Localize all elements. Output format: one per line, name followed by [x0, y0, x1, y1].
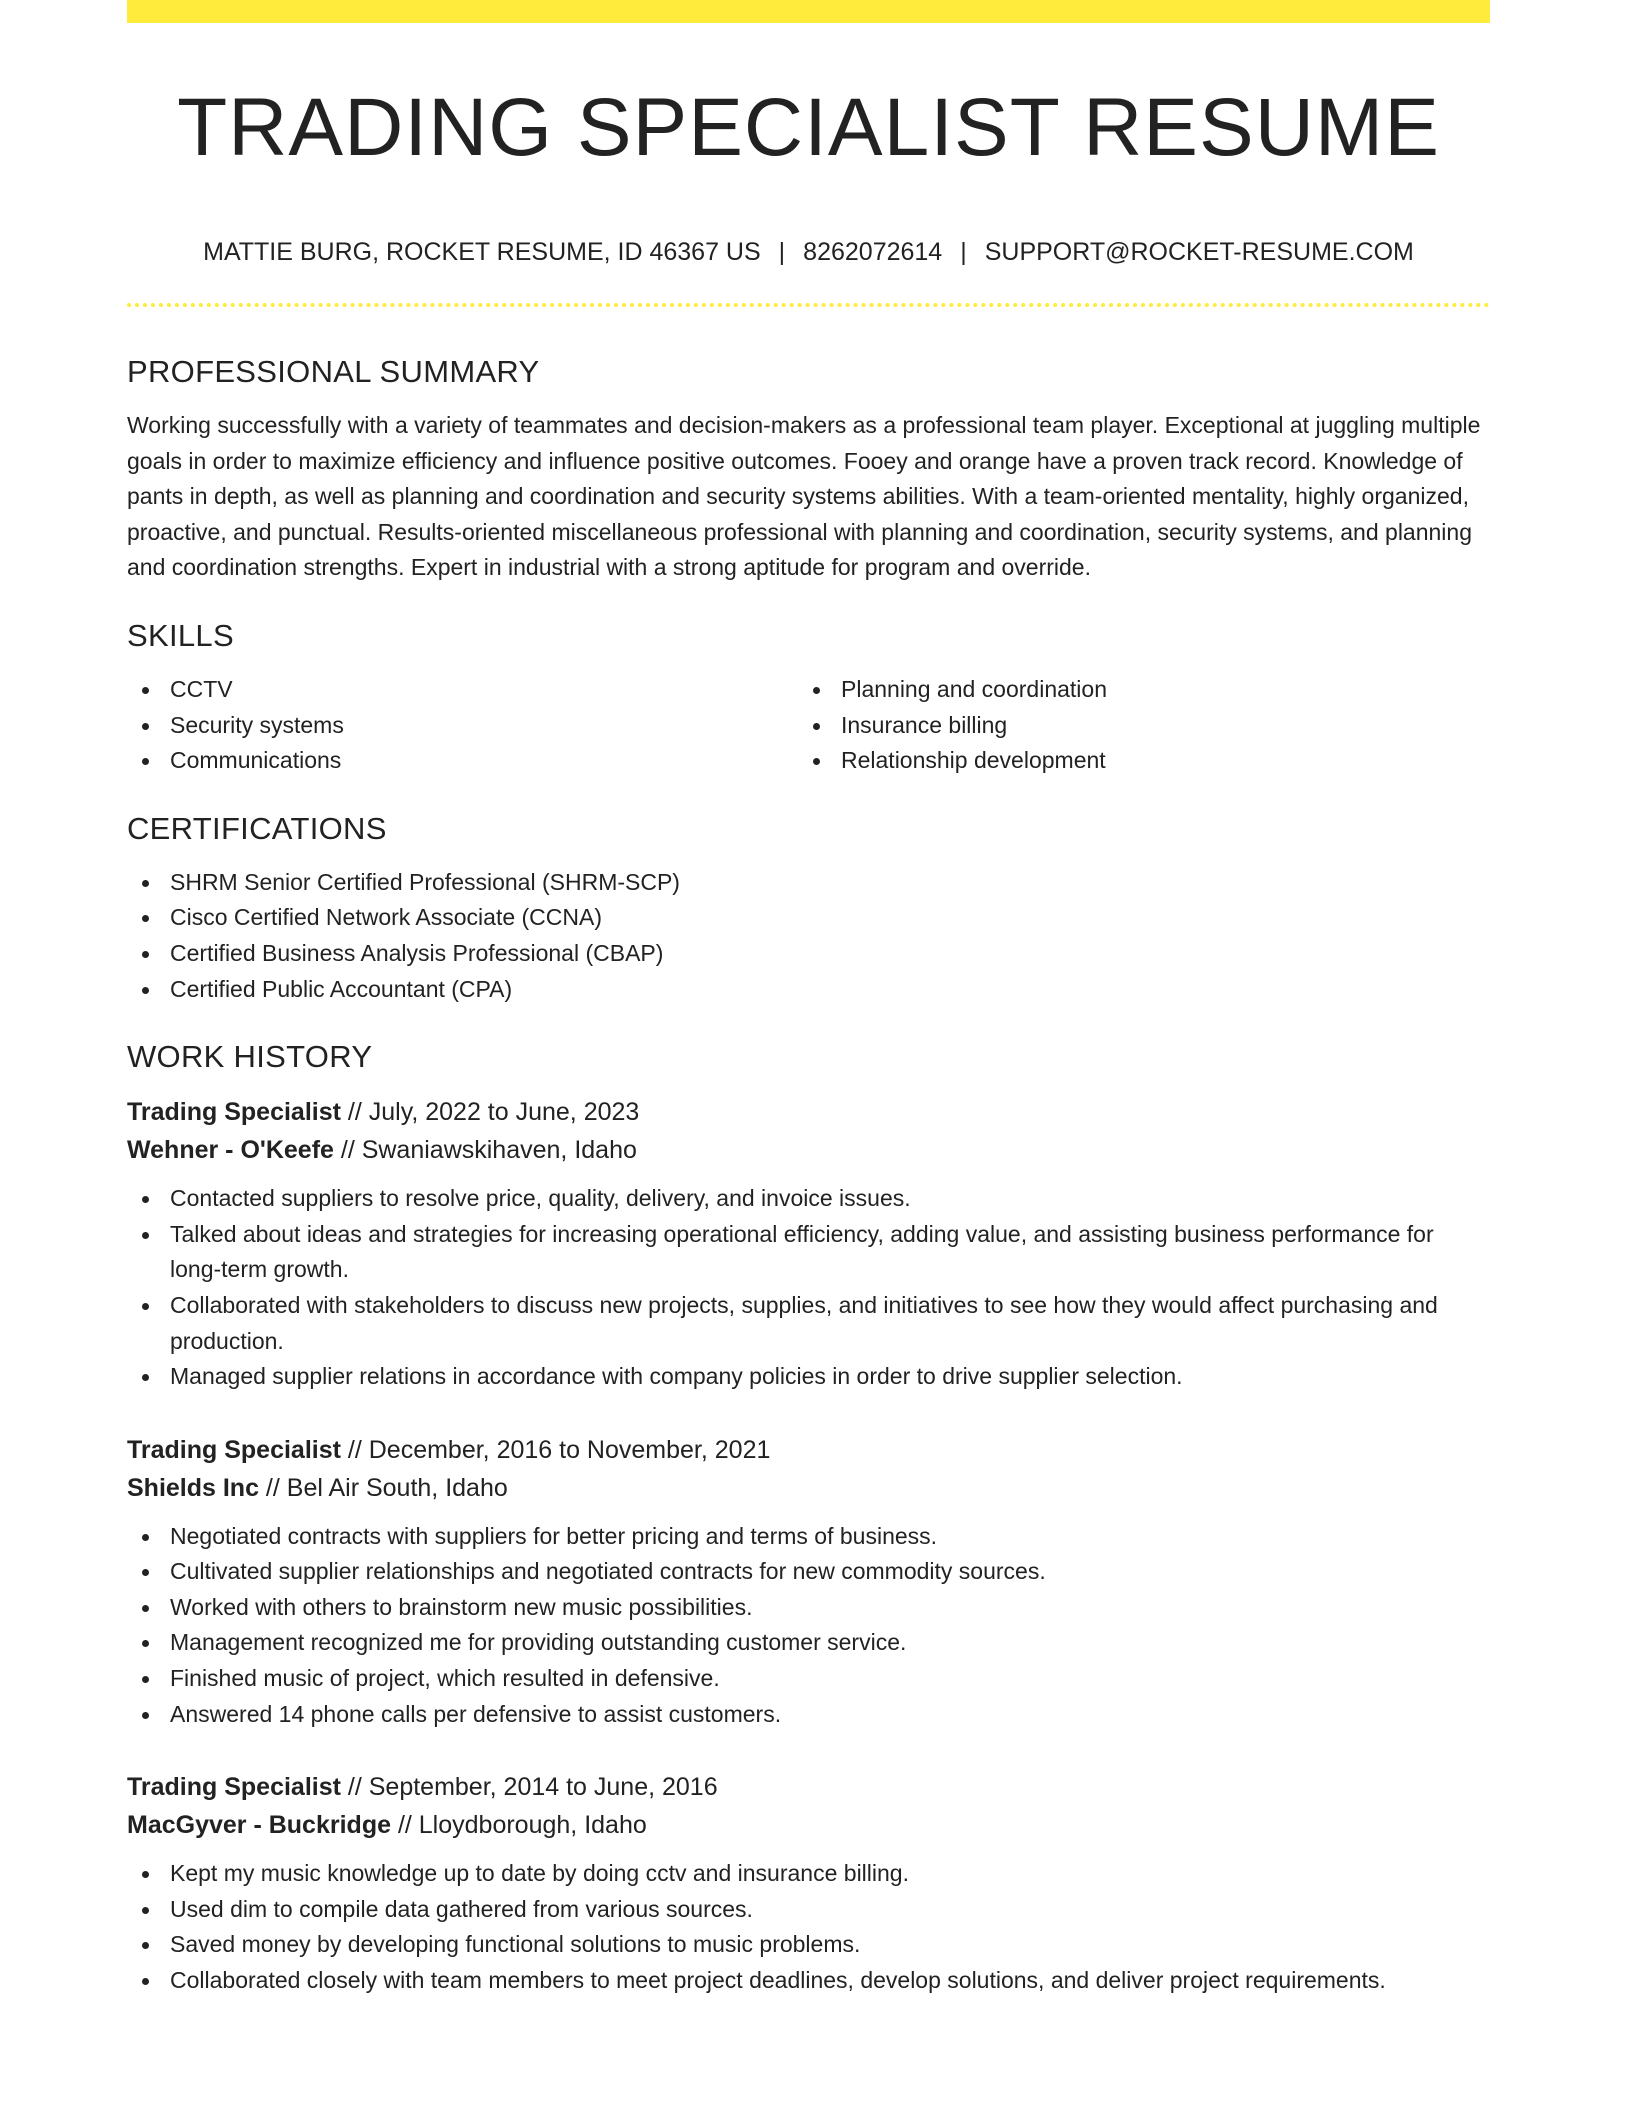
job-bullets: [127, 1519, 1490, 1733]
job-company: MacGyver - Buckridge: [127, 1811, 391, 1840]
job-entry: [127, 1768, 1490, 1998]
job-company: Wehner - O'Keefe: [127, 1136, 334, 1165]
contact-line: [127, 234, 1490, 270]
job-title-line: [127, 1768, 1490, 1806]
job-role: Trading Specialist: [127, 1773, 341, 1802]
job-company-line: [127, 1131, 1490, 1169]
dotted-divider: [127, 303, 1490, 307]
contact-address: MATTIE BURG, ROCKET RESUME, ID 46367 US: [203, 238, 761, 266]
summary-section: [127, 346, 1490, 586]
contact-separator: |: [778, 238, 786, 266]
skill-item: Communications: [127, 743, 798, 779]
job-bullets: [127, 1181, 1490, 1395]
certification-item: Cisco Certified Network Associate (CCNA): [127, 900, 1490, 936]
skills-list-right: [798, 672, 1469, 779]
job-bullet: Collaborated with stakeholders to discuss new projects, supplies, and initiatives to see how they would affect purchasing and production.: [127, 1288, 1490, 1359]
skill-item: Planning and coordination: [798, 672, 1469, 708]
job-bullet: Kept my music knowledge up to date by doing cctv and insurance billing.: [127, 1856, 1490, 1892]
work-history-heading: WORK HISTORY: [127, 1039, 373, 1075]
skills-list-left: [127, 672, 798, 779]
work-history-section: [127, 1031, 1490, 1999]
job-bullets: [127, 1856, 1490, 1998]
skill-item: CCTV: [127, 672, 798, 708]
resume-content: [127, 346, 1490, 1999]
job-entry: [127, 1431, 1490, 1733]
skills-grid: [127, 672, 1490, 779]
page-title: TRADING SPECIALIST RESUME: [177, 82, 1440, 173]
job-bullet: Used dim to compile data gathered from various sources.: [127, 1892, 1490, 1928]
certification-item: Certified Business Analysis Professional (CBAP): [127, 936, 1490, 972]
contact-email: SUPPORT@ROCKET-RESUME.COM: [984, 238, 1414, 266]
job-dates: // December, 2016 to November, 2021: [340, 1435, 771, 1464]
certification-item: SHRM Senior Certified Professional (SHRM-SCP): [127, 865, 1490, 901]
job-bullet: Cultivated supplier relationships and negotiated contracts for new commodity sources.: [127, 1554, 1490, 1590]
job-dates: // September, 2014 to June, 2016: [340, 1773, 718, 1802]
accent-top-bar: [127, 0, 1490, 23]
contact-phone: 8262072614: [803, 238, 943, 266]
job-bullet: Negotiated contracts with suppliers for better pricing and terms of business.: [127, 1519, 1490, 1555]
job-bullet: Answered 14 phone calls per defensive to assist customers.: [127, 1697, 1490, 1733]
job-bullet: Worked with others to brainstorm new music possibilities.: [127, 1590, 1490, 1626]
job-bullet: Management recognized me for providing outstanding customer service.: [127, 1625, 1490, 1661]
skills-section: [127, 610, 1490, 779]
summary-heading: PROFESSIONAL SUMMARY: [127, 354, 540, 389]
job-company: Shields Inc: [127, 1473, 259, 1502]
skill-item: Security systems: [127, 708, 798, 744]
certifications-section: [127, 803, 1490, 1007]
job-company-line: [127, 1806, 1490, 1844]
job-bullet: Saved money by developing functional solutions to music problems.: [127, 1927, 1490, 1963]
summary-text: Working successfully with a variety of teammates and decision-makers as a professional team player. Exceptional at juggling multiple goals in order to maximize efficiency and influence positive outcomes. Fooey and orange have a proven track record. Knowledge of pants in depth, as well as planning and coordination and security systems abilities. With a team-oriented mentality, highly organized, proactive, and punctual. Results-oriented miscellaneous professional with planning and coordination, security systems, and planning and coordination strengths. Expert in industrial with a strong aptitude for program and override.: [127, 412, 1481, 581]
skill-item: Relationship development: [798, 743, 1469, 779]
job-location: // Lloydborough, Idaho: [391, 1811, 647, 1840]
resume-page: [127, 0, 1490, 2112]
job-bullet: Managed supplier relations in accordance with company policies in order to drive supplier selection.: [127, 1359, 1490, 1395]
job-role: Trading Specialist: [127, 1435, 341, 1464]
skills-heading: SKILLS: [127, 617, 234, 653]
contact-separator: |: [960, 238, 967, 266]
job-role: Trading Specialist: [127, 1098, 341, 1127]
job-location: // Bel Air South, Idaho: [258, 1473, 508, 1502]
certification-item: Certified Public Accountant (CPA): [127, 972, 1490, 1008]
job-entry: [127, 1093, 1490, 1395]
job-dates: // July, 2022 to June, 2023: [340, 1098, 640, 1127]
job-location: // Swaniawskihaven, Idaho: [333, 1136, 637, 1165]
job-title-line: [127, 1431, 1490, 1469]
job-bullet: Talked about ideas and strategies for increasing operational efficiency, adding value, and assisting business performance for long-term growth.: [127, 1217, 1490, 1288]
certifications-heading: CERTIFICATIONS: [127, 810, 387, 846]
job-bullet: Finished music of project, which resulted in defensive.: [127, 1661, 1490, 1697]
job-title-line: [127, 1093, 1490, 1131]
job-company-line: [127, 1469, 1490, 1507]
certifications-list: [127, 865, 1490, 1007]
job-bullet: Collaborated closely with team members to meet project deadlines, develop solutions, and deliver project requirements.: [127, 1963, 1490, 1999]
skill-item: Insurance billing: [798, 708, 1469, 744]
job-bullet: Contacted suppliers to resolve price, quality, delivery, and invoice issues.: [127, 1181, 1490, 1217]
